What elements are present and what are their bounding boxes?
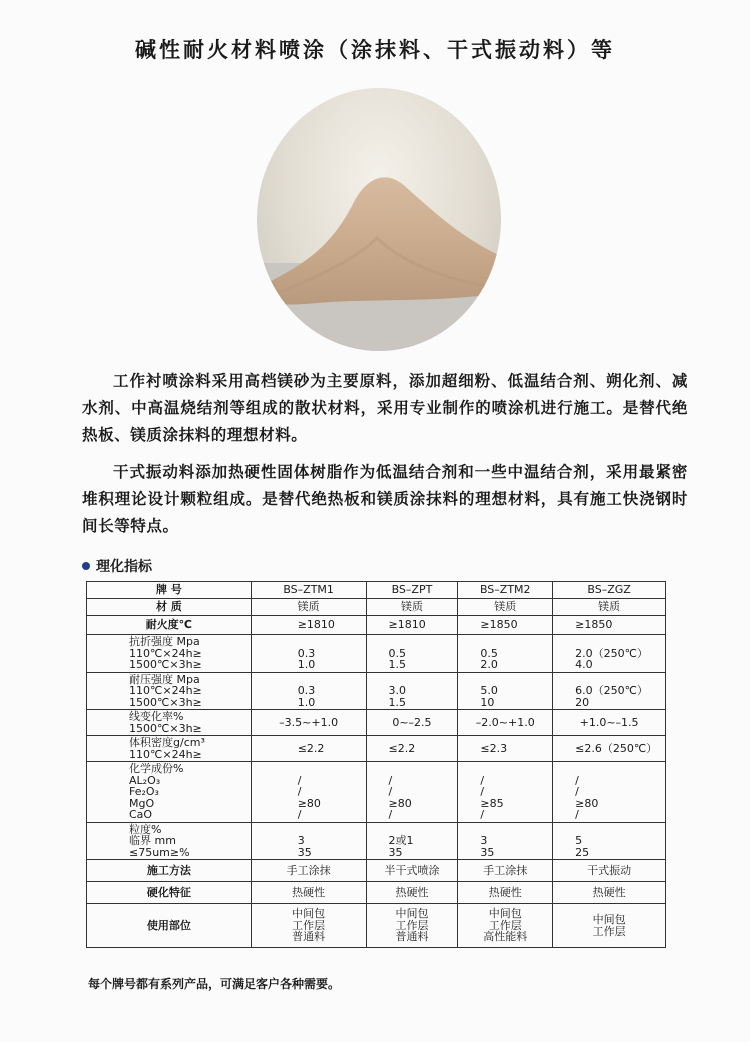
table-row [87,860,666,882]
table-cell: 5.0 10 [458,672,553,710]
table-cell: 镁质 [553,599,666,616]
table-row [87,672,666,710]
table-cell: 0.3 1.0 [251,635,366,673]
paragraph-spray-coating: 工作衬喷涂料采用高档镁砂为主要原料，添加超细粉、低温结合剂、朔化剂、减水剂、中高温烧结剂等组成的散状材料，采用专业制作的喷涂机进行施工。是替代绝热板、镁质涂抹料的理想材料。 [82,372,688,444]
table-cell: 手工涂抹 [458,860,553,882]
row-label: 体积密度g/cm³ 110℃×24h≥ [87,736,252,762]
table-cell: 3 35 [251,822,366,860]
paragraph-dry-vibration: 干式振动料添加热硬性固体树脂作为低温结合剂和一些中温结合剂，采用最紧密堆积理论设计颗粒组成。是替代绝热板和镁质涂抹料的理想材料，具有施工快浇钢时间长等特点。 [82,463,688,535]
row-label: 粒度% 临界 mm ≤75um≥% [87,822,252,860]
table-row [87,736,666,762]
table-cell: 镁质 [458,599,553,616]
table-cell: 干式振动 [553,860,666,882]
table-cell: 3.0 1.5 [366,672,458,710]
section-title: 理化指标 [96,559,152,575]
column-header: BS–ZTM1 [251,582,366,599]
table-cell: / / ≥85 / [458,762,553,823]
table-row [87,904,666,948]
row-label: 硬化特征 [87,882,252,904]
table-cell: 热硬性 [458,882,553,904]
table-cell: ≥1850 [458,616,553,635]
table-row [87,635,666,673]
column-header: BS–ZPT [366,582,458,599]
table-row [87,599,666,616]
table-cell: +1.0~–1.5 [553,710,666,736]
bullet-icon [82,562,90,570]
column-header: BS–ZGZ [553,582,666,599]
row-label: 施工方法 [87,860,252,882]
footnote: 每个牌号都有系列产品，可满足客户各种需要。 [88,977,341,991]
row-label: 化学成份% AL₂O₃ Fe₂O₃ MgO CaO [87,762,252,823]
table-row [87,762,666,823]
table-cell: ≥1810 [251,616,366,635]
table-cell: 热硬性 [366,882,458,904]
header-label: 牌 号 [87,582,252,599]
table-row [87,710,666,736]
table-cell: 2.0（250℃） 4.0 [553,635,666,673]
product-photo [257,88,501,351]
table-cell: ≥1850 [553,616,666,635]
table-cell: 0.3 1.0 [251,672,366,710]
table-row [87,616,666,635]
table-cell: / / ≥80 / [251,762,366,823]
table-cell: 2或1 35 [366,822,458,860]
row-label: 材 质 [87,599,252,616]
table-cell: 镁质 [366,599,458,616]
table-cell: 5 25 [553,822,666,860]
table-cell: / / ≥80 / [553,762,666,823]
table-cell: 0~–2.5 [366,710,458,736]
table-cell: 热硬性 [553,882,666,904]
row-label: 耐火度℃ [87,616,252,635]
table-cell: 中间包 工作层 普通料 [251,904,366,948]
table-cell: 手工涂抹 [251,860,366,882]
column-header: BS–ZTM2 [458,582,553,599]
table-cell: 中间包 工作层 高性能料 [458,904,553,948]
table-cell: –3.5~+1.0 [251,710,366,736]
section-heading [82,556,152,576]
table-row [87,882,666,904]
table-cell: 6.0（250℃） 20 [553,672,666,710]
table-cell: 0.5 1.5 [366,635,458,673]
row-label: 线变化率% 1500℃×3h≥ [87,710,252,736]
table-cell: ≤2.2 [251,736,366,762]
powder-pile-image [257,88,501,351]
table-cell: 热硬性 [251,882,366,904]
table-cell: 中间包 工作层 [553,904,666,948]
row-label: 抗折强度 Mpa 110℃×24h≥ 1500℃×3h≥ [87,635,252,673]
table-cell: 0.5 2.0 [458,635,553,673]
table-cell: 中间包 工作层 普通料 [366,904,458,948]
page-title: 碱性耐火材料喷涂（涂抹料、干式振动料）等 [135,38,615,62]
table-cell: –2.0~+1.0 [458,710,553,736]
spec-table [86,581,666,948]
table-cell: 3 35 [458,822,553,860]
table-cell: 镁质 [251,599,366,616]
table-cell: / / ≥80 / [366,762,458,823]
table-cell: ≤2.6（250℃） [553,736,666,762]
table-header-row [87,582,666,599]
table-row [87,822,666,860]
table-cell: ≤2.2 [366,736,458,762]
row-label: 使用部位 [87,904,252,948]
table-cell: 半干式喷涂 [366,860,458,882]
table-cell: ≥1810 [366,616,458,635]
table-cell: ≤2.3 [458,736,553,762]
row-label: 耐压强度 Mpa 110℃×24h≥ 1500℃×3h≥ [87,672,252,710]
